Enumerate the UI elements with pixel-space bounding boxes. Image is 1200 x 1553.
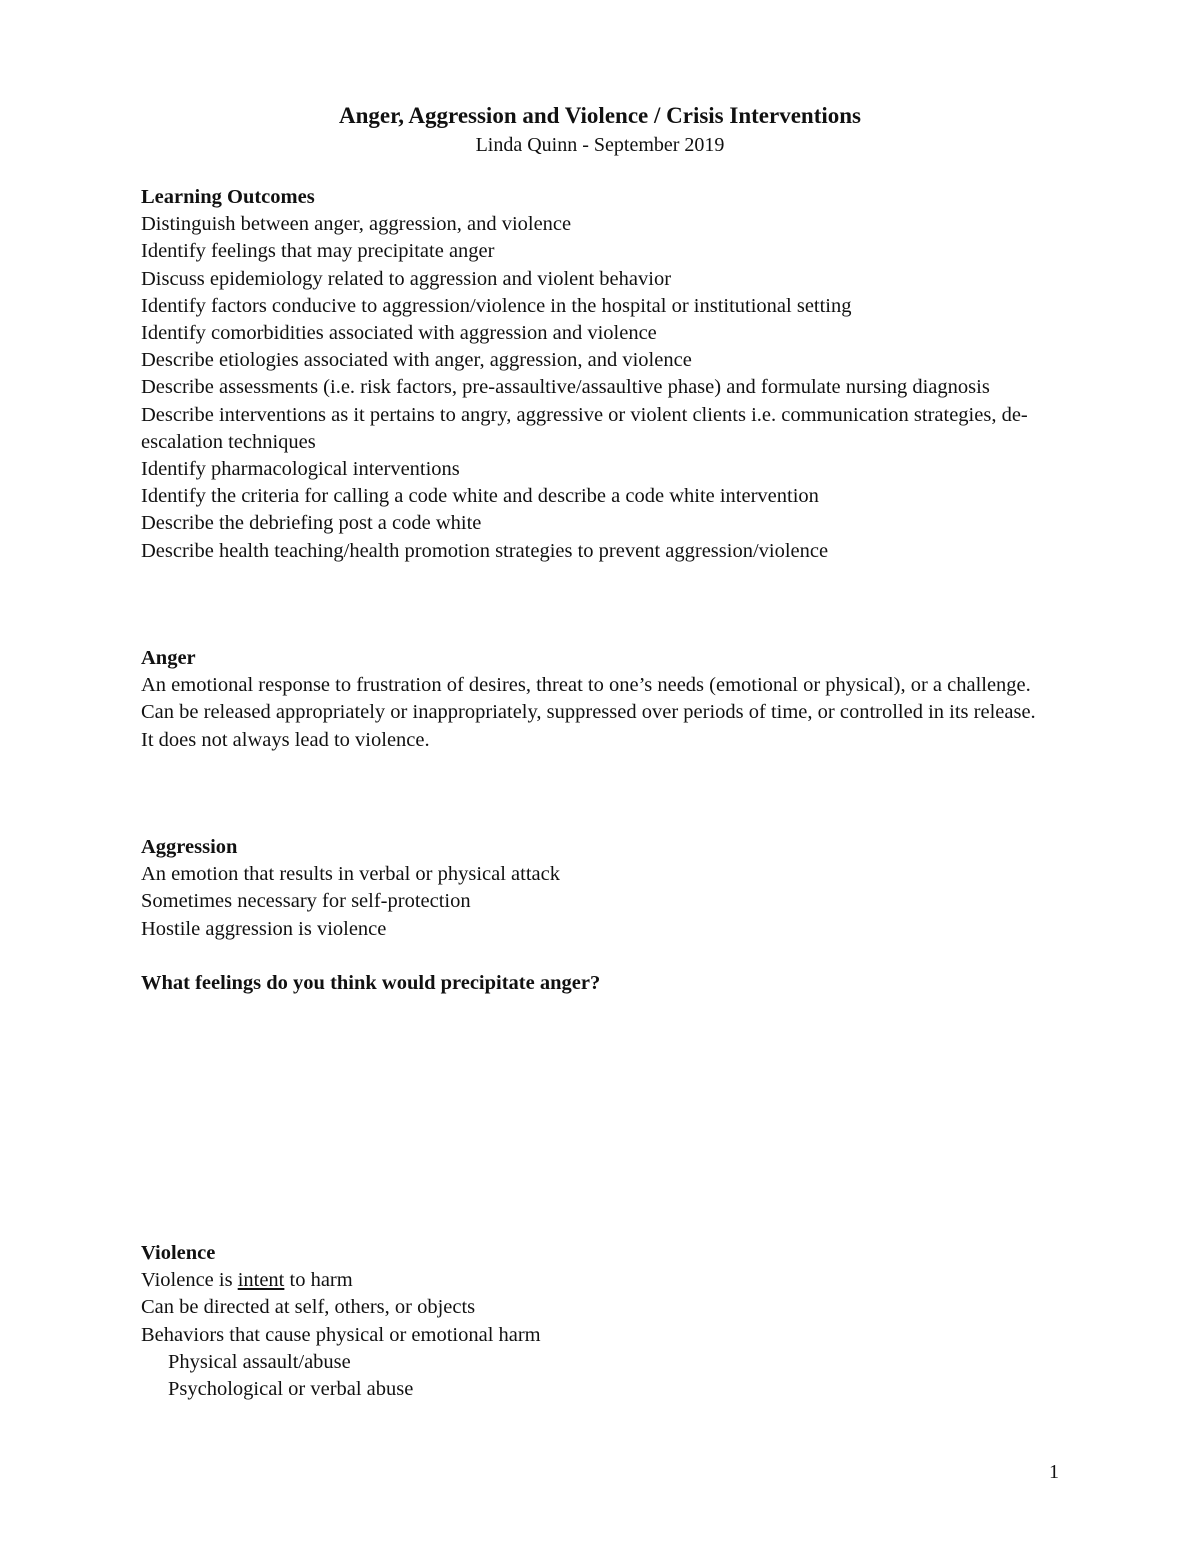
outcome-item: Identify the criteria for calling a code white and describe a code white intervention — [141, 485, 819, 508]
aggression-item: Sometimes necessary for self-protection — [141, 890, 471, 913]
outcome-item: Discuss epidemiology related to aggression and violent behavior — [141, 267, 672, 290]
anger-section — [141, 645, 1061, 754]
section-heading-violence: Violence — [141, 1242, 216, 1264]
discussion-question: What feelings do you think would precipitate anger? — [141, 972, 601, 994]
outcome-item: Describe the debriefing post a code white — [141, 512, 482, 535]
outcome-item: Identify comorbidities associated with aggression and violence — [141, 322, 657, 345]
outcome-item: Distinguish between anger, aggression, and violence — [141, 213, 572, 236]
outcome-item: Describe interventions as it pertains to angry, aggressive or violent clients i.e. communication strategies, de-escalation techniques — [141, 403, 1028, 453]
violence-definition-suffix: to harm — [284, 1269, 353, 1292]
author-date: Linda Quinn - September 2019 — [475, 134, 725, 156]
outcome-item: Identify pharmacological interventions — [141, 458, 460, 481]
outcome-item: Describe health teaching/health promotion strategies to prevent aggression/violence — [141, 539, 829, 562]
violence-section — [141, 1240, 1061, 1403]
violence-definition-underlined: intent — [237, 1269, 285, 1292]
outcome-item: Identify feelings that may precipitate anger — [141, 240, 495, 263]
outcome-item: Describe etiologies associated with anger, aggression, and violence — [141, 349, 692, 372]
violence-item: Can be directed at self, others, or objects — [141, 1296, 476, 1319]
violence-sub-item: Psychological or verbal abuse — [168, 1378, 414, 1401]
violence-item: Behaviors that cause physical or emotional harm — [141, 1323, 541, 1346]
section-heading-aggression: Aggression — [141, 836, 238, 858]
aggression-section — [141, 834, 1061, 943]
section-heading-anger: Anger — [141, 647, 196, 669]
outcome-item: Describe assessments (i.e. risk factors, pre-assaultive/assaultive phase) and formulate nursing diagnosis — [141, 376, 990, 399]
document-title: Anger, Aggression and Violence / Crisis Interventions — [338, 103, 861, 128]
outcome-item: Identify factors conducive to aggression/violence in the hospital or institutional setting — [141, 294, 852, 317]
anger-item: Can be released appropriately or inappropriately, suppressed over periods of time, or controlled in its release. — [141, 701, 1036, 724]
aggression-item: Hostile aggression is violence — [141, 917, 387, 940]
violence-definition — [141, 1267, 1061, 1294]
page-number: 1 — [1049, 1461, 1059, 1483]
anger-item: An emotional response to frustration of desires, threat to one’s needs (emotional or physical), or a challenge. — [141, 674, 1031, 697]
learning-outcomes-section — [141, 184, 1061, 565]
aggression-item: An emotion that results in verbal or physical attack — [141, 863, 560, 886]
section-heading-learning-outcomes: Learning Outcomes — [141, 186, 315, 208]
violence-definition-prefix: Violence is — [141, 1269, 238, 1292]
anger-item: It does not always lead to violence. — [141, 728, 430, 751]
question-section — [141, 970, 1061, 997]
violence-sub-item: Physical assault/abuse — [168, 1350, 351, 1373]
